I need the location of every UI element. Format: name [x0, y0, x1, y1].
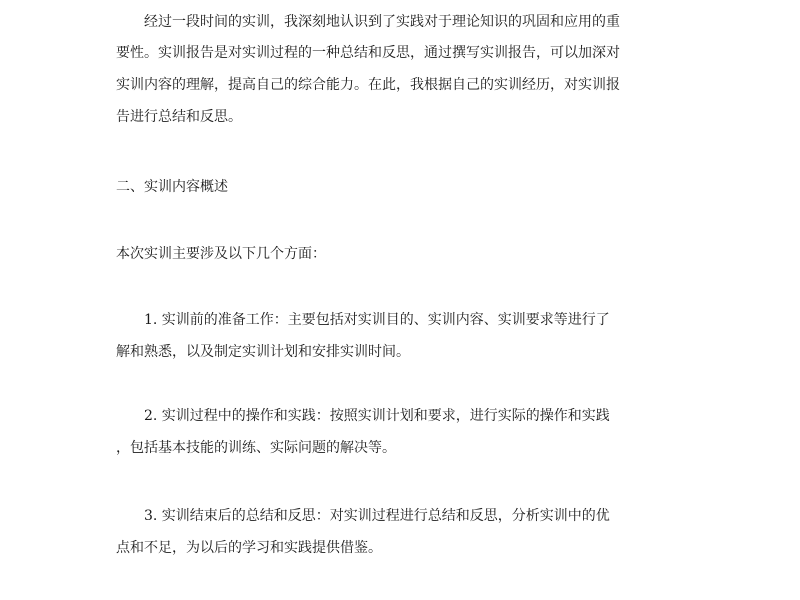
intro-line-3: 实训内容的理解，提高自己的综合能力。在此，我根据自己的实训经历，对实训报 — [116, 77, 620, 93]
list-item-line-1: 1. 实训前的准备工作：主要包括对实训目的、实训内容、实训要求等进行了 — [116, 312, 610, 328]
list-item-line-2: 解和熟悉，以及制定实训计划和安排实训时间。 — [116, 344, 410, 360]
lead-in-text: 本次实训主要涉及以下几个方面： — [116, 246, 326, 262]
intro-line-4: 告进行总结和反思。 — [116, 109, 242, 125]
list-item-line-2: ，包括基本技能的训练、实际问题的解决等。 — [116, 440, 396, 456]
list-item-line-1: 3. 实训结束后的总结和反思：对实训过程进行总结和反思，分析实训中的优 — [116, 508, 610, 524]
intro-line-2: 要性。实训报告是对实训过程的一种总结和反思，通过撰写实训报告，可以加深对 — [116, 45, 620, 61]
intro-line-1: 经过一段时间的实训，我深刻地认识到了实践对于理论知识的巩固和应用的重 — [116, 14, 620, 30]
section-heading: 二、实训内容概述 — [116, 179, 228, 195]
list-item-line-1: 2. 实训过程中的操作和实践：按照实训计划和要求，进行实际的操作和实践 — [116, 408, 610, 424]
list-item-line-2: 点和不足，为以后的学习和实践提供借鉴。 — [116, 540, 382, 556]
